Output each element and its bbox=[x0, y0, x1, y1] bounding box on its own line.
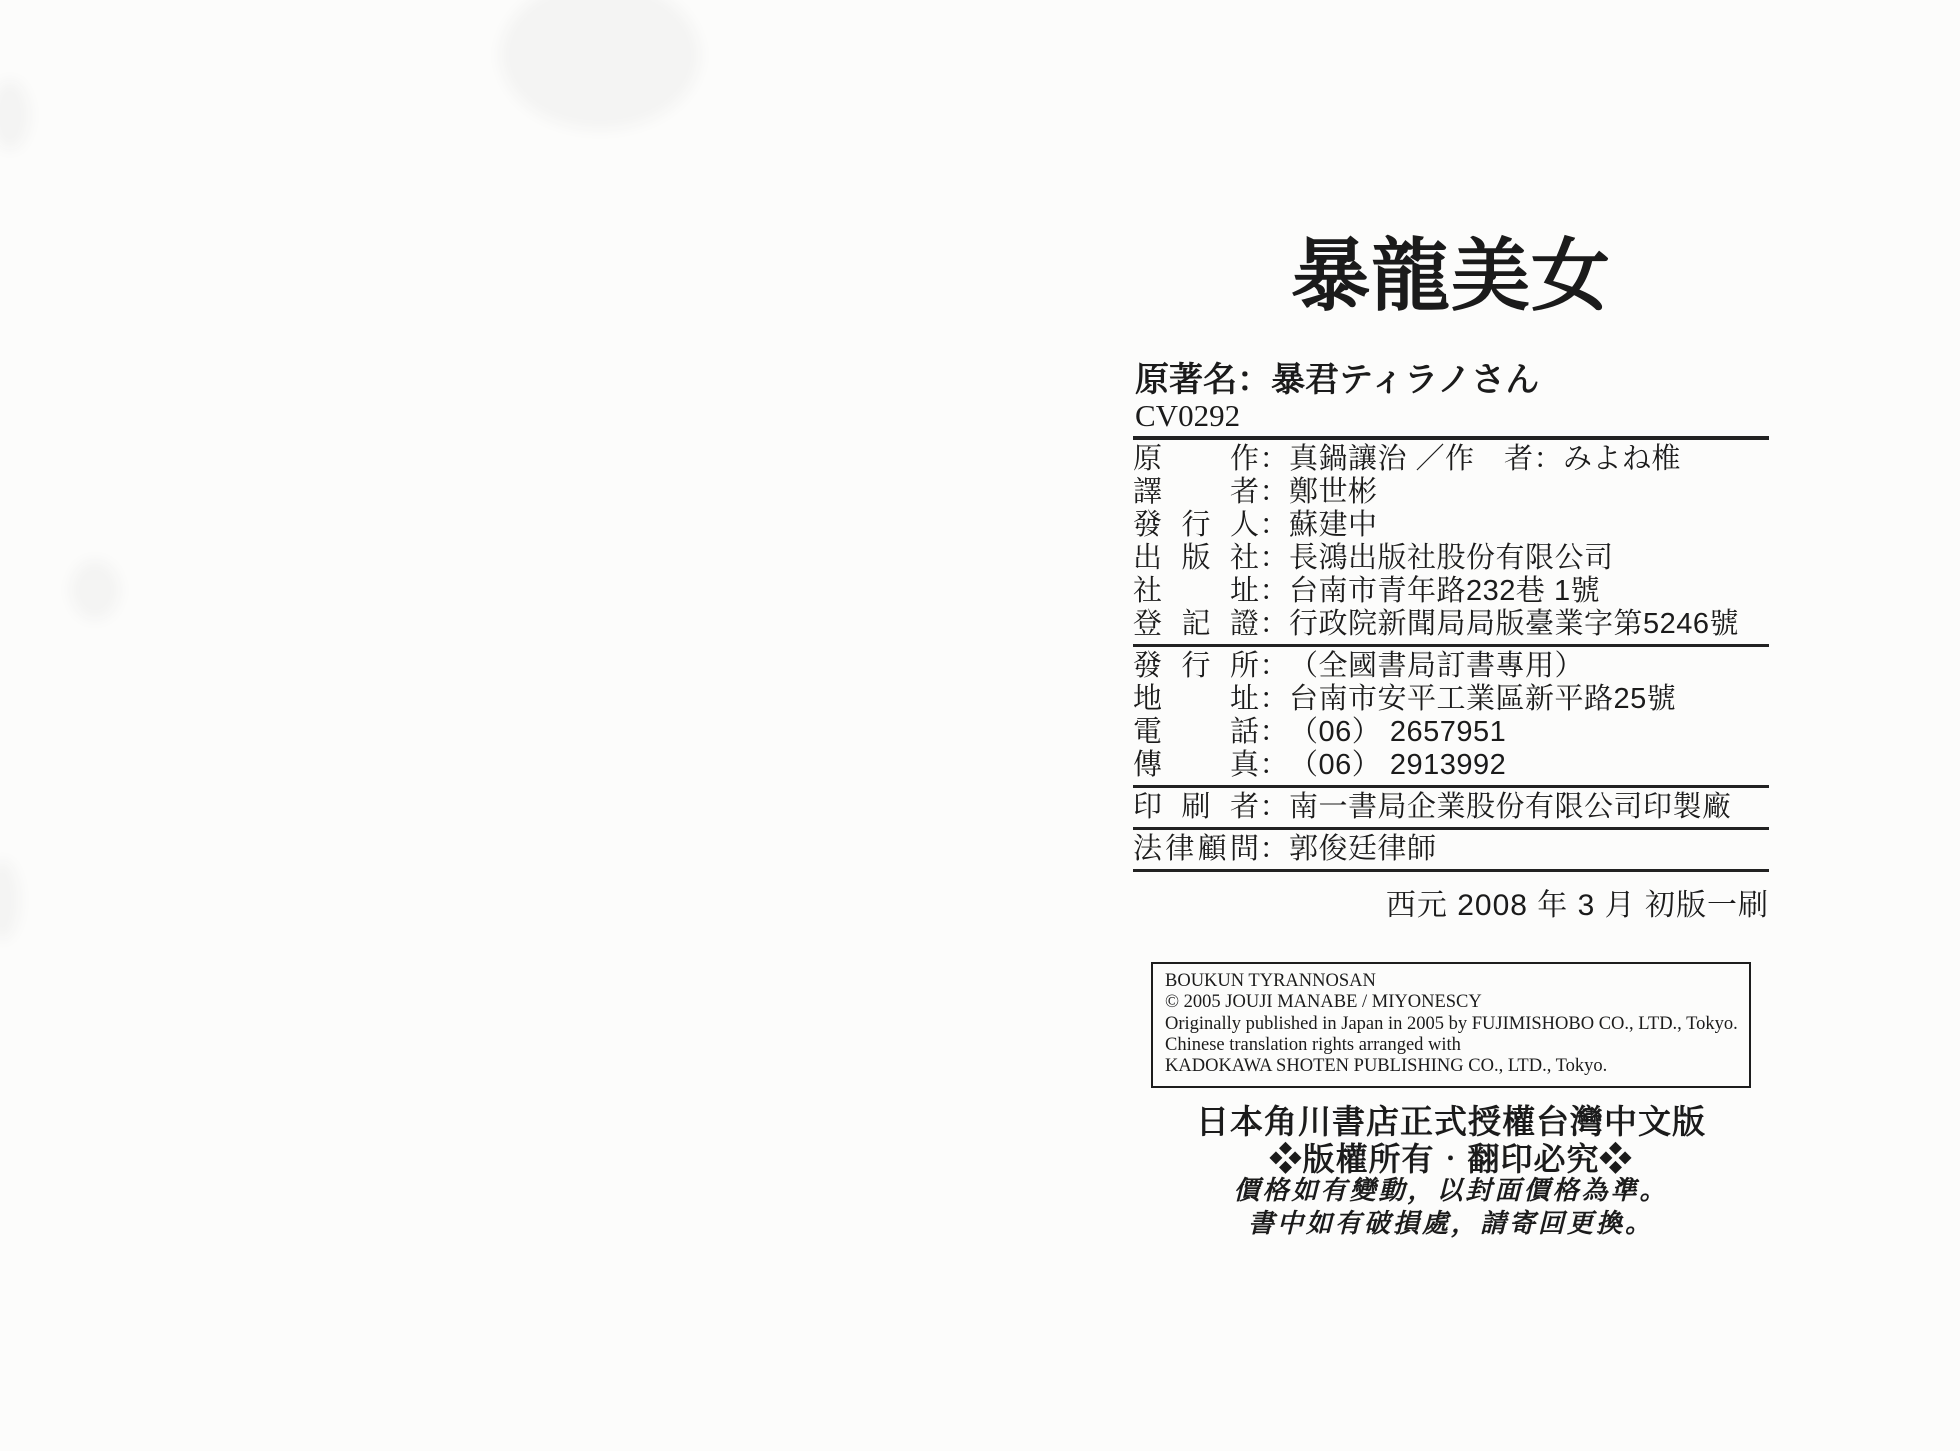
info-colon: ： bbox=[1259, 791, 1289, 823]
info-value: （06） 2913992 bbox=[1289, 749, 1507, 781]
info-row bbox=[1133, 443, 1769, 476]
info-label: 原作 bbox=[1133, 443, 1259, 475]
info-row bbox=[1133, 749, 1769, 782]
info-label: 電話 bbox=[1133, 716, 1259, 748]
info-value: 台南市青年路232巷 1號 bbox=[1289, 575, 1601, 607]
publication-info bbox=[1133, 436, 1769, 924]
info-section bbox=[1133, 830, 1769, 872]
info-value: 鄭世彬 bbox=[1289, 476, 1378, 508]
info-row bbox=[1133, 716, 1769, 749]
info-row bbox=[1133, 509, 1769, 542]
info-label: 法律顧問 bbox=[1133, 833, 1259, 865]
info-label: 登記證 bbox=[1133, 608, 1259, 640]
info-label: 印刷者 bbox=[1133, 791, 1259, 823]
info-colon: ： bbox=[1259, 608, 1289, 640]
scan-smudge bbox=[500, 0, 700, 130]
info-value: 蘇建中 bbox=[1289, 509, 1378, 541]
info-colon: ： bbox=[1259, 833, 1289, 865]
info-value: （06） 2657951 bbox=[1289, 716, 1507, 748]
info-colon: ： bbox=[1259, 575, 1289, 607]
info-label: 地址 bbox=[1133, 683, 1259, 715]
info-row bbox=[1133, 833, 1769, 866]
info-section bbox=[1133, 647, 1769, 788]
info-value: 行政院新聞局局版臺業字第5246號 bbox=[1289, 608, 1740, 640]
info-row bbox=[1133, 542, 1769, 575]
info-colon: ： bbox=[1259, 476, 1289, 508]
info-colon: ： bbox=[1259, 443, 1289, 475]
license-line: © 2005 JOUJI MANABE / MIYONESCY bbox=[1165, 992, 1482, 1013]
info-value: （全國書局訂書專用） bbox=[1289, 650, 1585, 682]
info-value: 南一書局企業股份有限公司印製廠 bbox=[1289, 791, 1732, 823]
price-note: 價格如有變動，以封面價格為準。 bbox=[1233, 1176, 1669, 1205]
info-row bbox=[1133, 476, 1769, 509]
info-section bbox=[1133, 440, 1769, 647]
info-row bbox=[1133, 575, 1769, 608]
info-value: 真鍋讓治 ／作 者：みよね椎 bbox=[1289, 443, 1682, 475]
license-line: Chinese translation rights arranged with bbox=[1165, 1034, 1461, 1055]
catalog-code: CV0292 bbox=[1135, 398, 1241, 433]
info-row bbox=[1133, 650, 1769, 683]
original-title-line: 原著名：暴君ティラノさん bbox=[1135, 361, 1540, 399]
license-line: BOUKUN TYRANNOSAN bbox=[1165, 971, 1376, 991]
info-section bbox=[1133, 788, 1769, 830]
rights-reserved-line: ❖版權所有‧翻印必究❖ bbox=[1269, 1141, 1633, 1177]
damage-note: 書中如有破損處，請寄回更換。 bbox=[1247, 1209, 1654, 1238]
info-row bbox=[1133, 791, 1769, 824]
info-colon: ： bbox=[1259, 509, 1289, 541]
edition-date-line: 西元 2008 年 3 月 初版一刷 bbox=[1385, 889, 1769, 922]
info-row bbox=[1133, 608, 1769, 641]
scan-smudge bbox=[0, 80, 30, 150]
info-value: 長鴻出版社股份有限公司 bbox=[1289, 542, 1614, 574]
info-label: 社址 bbox=[1133, 575, 1259, 607]
info-colon: ： bbox=[1259, 650, 1289, 682]
info-value: 郭俊廷律師 bbox=[1289, 833, 1437, 865]
info-colon: ： bbox=[1259, 542, 1289, 574]
license-line: KADOKAWA SHOTEN PUBLISHING CO., LTD., Tokyo. bbox=[1165, 1056, 1608, 1077]
colophon-block bbox=[1133, 0, 1769, 1451]
license-box bbox=[1151, 962, 1751, 1088]
authorization-line: 日本角川書店正式授權台灣中文版 bbox=[1196, 1103, 1706, 1140]
scan-smudge bbox=[0, 860, 20, 940]
scan-smudge bbox=[70, 560, 120, 620]
license-line: Originally published in Japan in 2005 by FUJIMISHOBO CO., LTD., Tokyo. bbox=[1165, 1013, 1738, 1034]
info-label: 發行人 bbox=[1133, 509, 1259, 541]
book-title: 暴龍美女 bbox=[1291, 231, 1611, 320]
info-label: 譯者 bbox=[1133, 476, 1259, 508]
info-label: 傳真 bbox=[1133, 749, 1259, 781]
info-label: 發行所 bbox=[1133, 650, 1259, 682]
info-colon: ： bbox=[1259, 716, 1289, 748]
info-label: 出版社 bbox=[1133, 542, 1259, 574]
info-row bbox=[1133, 683, 1769, 716]
info-colon: ： bbox=[1259, 749, 1289, 781]
info-value: 台南市安平工業區新平路25號 bbox=[1289, 683, 1677, 715]
info-colon: ： bbox=[1259, 683, 1289, 715]
info-table bbox=[1133, 436, 1769, 872]
